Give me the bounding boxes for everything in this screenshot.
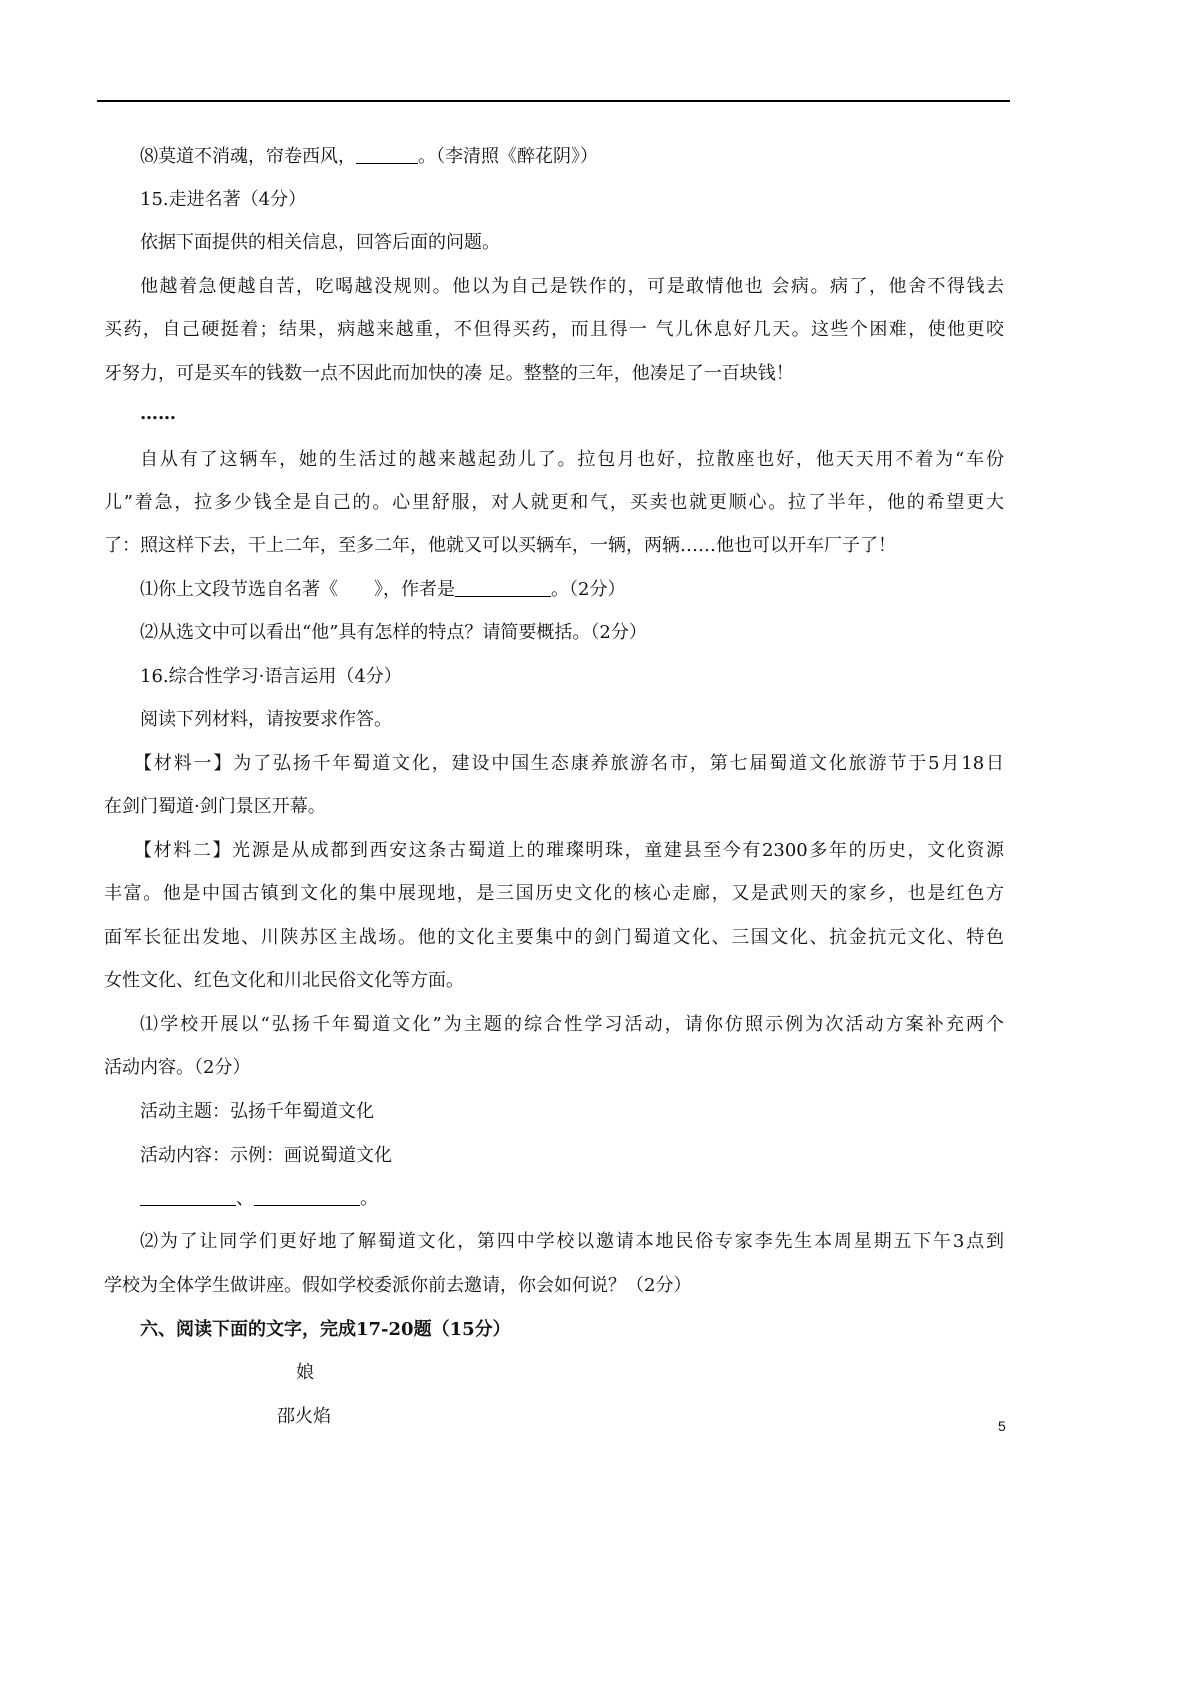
- q8-text: ⑻莫道不消魂，帘卷西风，: [140, 146, 356, 167]
- answer-blank: [140, 1187, 236, 1206]
- answer-blank: [254, 1187, 360, 1206]
- activity-content: 活动内容：示例：画说蜀道文化: [140, 1145, 392, 1166]
- q15-title: 15.走进名著（4分）: [140, 189, 307, 210]
- material-line: 面军长征出发地、川陕苏区主战场。他的文化主要集中的剑门蜀道文化、三国文化、抗金抗元文化、特色: [104, 927, 1004, 948]
- passage-line: 自从有了这辆车，她的生活过的越来越起劲儿了。拉包月也好，拉散座也好，他天天用不着为“车份: [140, 449, 1004, 470]
- story-title: 娘: [296, 1362, 314, 1383]
- period: 。: [360, 1188, 378, 1209]
- question-8: [140, 145, 598, 169]
- q15-intro: 依据下面提供的相关信息，回答后面的问题。: [140, 232, 500, 253]
- q16-intro: 阅读下列材料，请按要求作答。: [140, 709, 392, 730]
- material-line: 【材料二】光源是从成都到西安这条古蜀道上的璀璨明珠，童建县至今有2300多年的历史，文化资源: [134, 840, 1004, 861]
- q16-sub1-line: 活动内容。（2分）: [104, 1057, 251, 1078]
- q15-sub2: ⑵从选文中可以看出“他”具有怎样的特点？请简要概括。（2分）: [140, 622, 647, 643]
- answer-blank: [455, 578, 551, 597]
- activity-theme: 活动主题：弘扬千年蜀道文化: [140, 1101, 374, 1122]
- section-6-title: 六、阅读下面的文字，完成17-20题（15分）: [140, 1319, 511, 1340]
- q16-sub2-line: ⑵为了让同学们更好地了解蜀道文化，第四中学校以邀请本地民俗专家李先生本周星期五下午3点到: [140, 1231, 1004, 1252]
- story-author: 邵火焰: [277, 1406, 331, 1427]
- q15-sub1: [140, 578, 625, 602]
- answer-blank: [356, 145, 418, 164]
- ellipsis: ……: [140, 403, 176, 424]
- activity-blanks: [140, 1187, 378, 1211]
- header-rule: [97, 100, 1010, 102]
- material-line: 女性文化、红色文化和川北民俗文化等方面。: [104, 970, 464, 991]
- material-line: 在剑门蜀道·剑门景区开幕。: [104, 796, 326, 817]
- q16-title: 16.综合性学习·语言运用（4分）: [140, 666, 402, 687]
- page-number: 5: [998, 1418, 1006, 1434]
- sub1-points: 。（2分）: [551, 579, 626, 600]
- passage-line: 他越着急便越自苦，吃喝越没规则。他以为自己是铁作的，可是敢情他也 会病。病了，他舍不得钱去: [140, 276, 1004, 297]
- q16-sub2-line: 学校为全体学生做讲座。假如学校委派你前去邀请，你会如何说？（2分）: [104, 1275, 692, 1296]
- material-line: 【材料一】为了弘扬千年蜀道文化，建设中国生态康养旅游名市，第七届蜀道文化旅游节于5月18日: [134, 753, 1004, 774]
- passage-line: 儿”着急，拉多少钱全是自己的。心里舒服，对人就更和气，买卖也就更顺心。拉了半年，他的希望更大: [104, 492, 1004, 513]
- passage-line: 买药，自己硬挺着；结果，病越来越重，不但得买药，而且得一 气儿休息好几天。这些个困难，使他更咬: [104, 319, 1004, 340]
- q16-sub1-line: ⑴学校开展以“弘扬千年蜀道文化”为主题的综合性学习活动，请你仿照示例为次活动方案补充两个: [140, 1014, 1004, 1035]
- passage-line: 了：照这样下去，干上二年，至多二年，他就又可以买辆车，一辆，两辆……他也可以开车厂子了！: [104, 535, 896, 556]
- sub1-text: ⑴你上文段节选自名著《 》，作者是: [140, 579, 455, 600]
- passage-line: 牙努力，可是买车的钱数一点不因此而加快的凑 足。整整的三年，他凑足了一百块钱！: [104, 363, 794, 384]
- q8-source: 。（李清照《醉花阴》）: [418, 146, 598, 167]
- separator: 、: [236, 1188, 254, 1209]
- material-line: 丰富。他是中国古镇到文化的集中展现地，是三国历史文化的核心走廊，又是武则天的家乡，也是红色方: [104, 883, 1004, 904]
